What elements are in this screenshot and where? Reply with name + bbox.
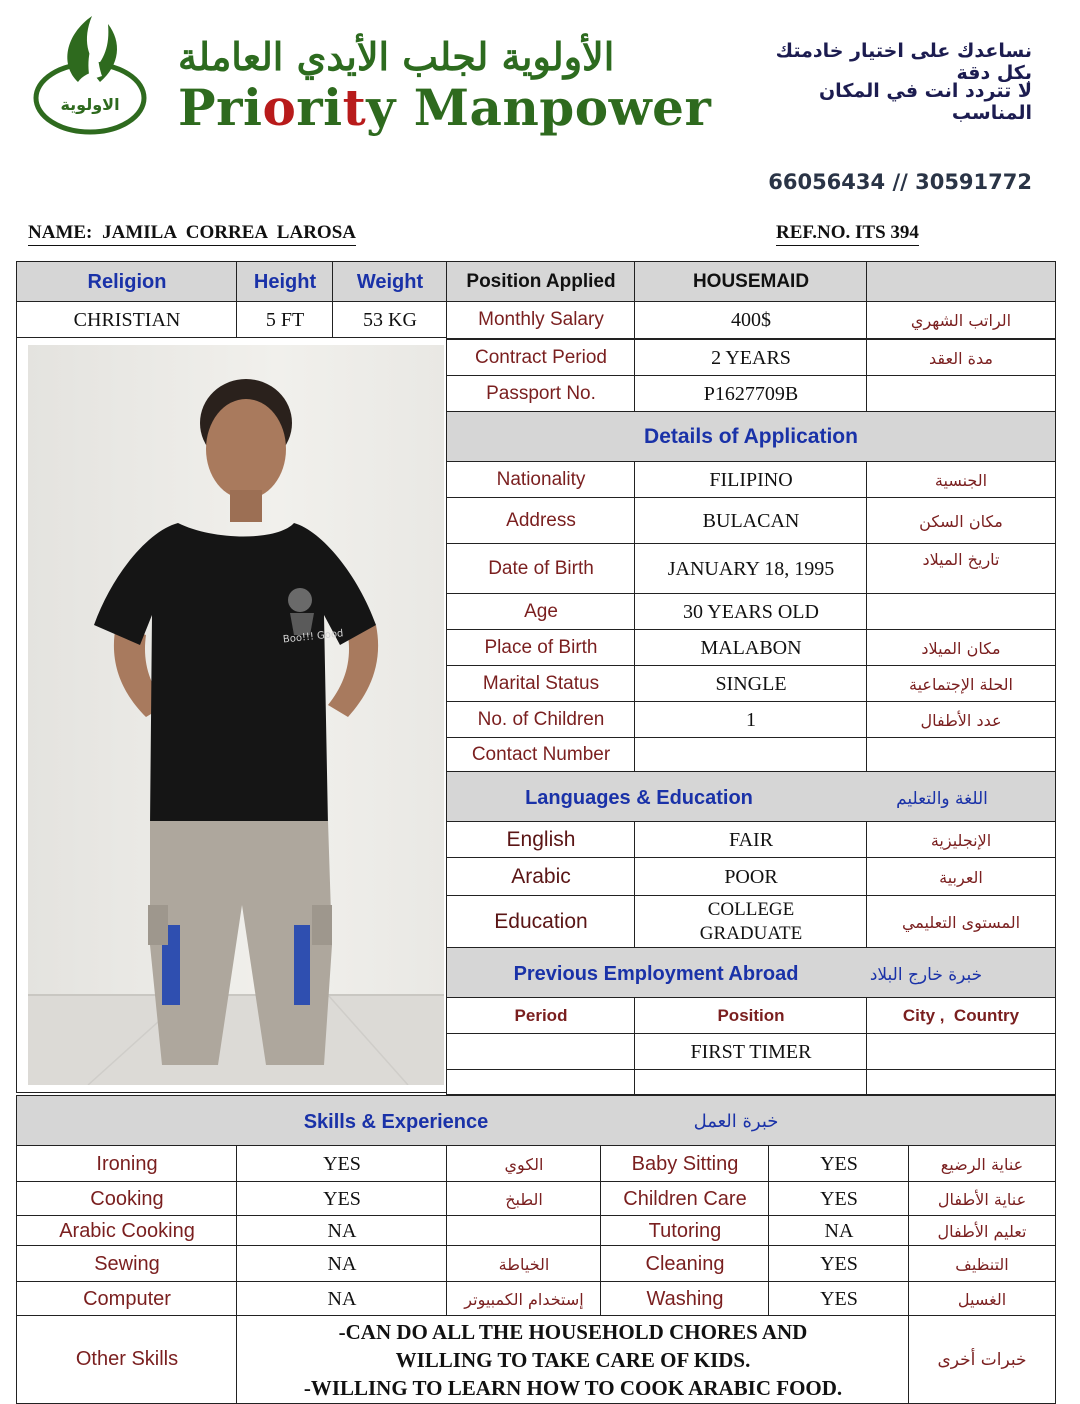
nationality-arabic: الجنسية	[866, 461, 1056, 499]
employment-position-header: Position	[634, 997, 868, 1035]
slogan-line-1: نساعدك على اختيار خادمتك بكل دقة	[775, 40, 1032, 84]
passport-arabic	[866, 375, 1056, 413]
arabic-value: POOR	[634, 857, 868, 897]
skill-computer-arabic: إستخدام الكمبيوتر	[446, 1281, 602, 1317]
arabic-label: Arabic	[446, 857, 636, 897]
brand-en-accent-o: o	[262, 78, 297, 137]
skills-section-header	[16, 1095, 1056, 1147]
position-applied-value: HOUSEMAID	[634, 261, 868, 303]
monthly-salary-label: Monthly Salary	[446, 301, 636, 339]
brand-en-part: ri	[296, 78, 343, 137]
brand-en-accent-t: t	[342, 78, 367, 137]
skill-cooking-value: YES	[236, 1181, 448, 1217]
skill-computer-value: NA	[236, 1281, 448, 1317]
weight-header: Weight	[332, 261, 448, 303]
passport-value: P1627709B	[634, 375, 868, 413]
contact-number-label: Contact Number	[446, 737, 636, 773]
employment-row-position: FIRST TIMER	[634, 1033, 868, 1071]
address-arabic: مكان السكن	[866, 497, 1056, 545]
other-skills-line: -WILLING TO LEARN HOW TO COOK ARABIC FOOD.	[303, 1375, 843, 1400]
skill-tutoring-label: Tutoring	[600, 1215, 770, 1247]
children-arabic: عدد الأطفال	[866, 701, 1056, 739]
applicant-photo-illustration	[28, 345, 444, 1085]
employment-period-header: Period	[446, 997, 636, 1035]
skills-section-title: Skills & Experience	[303, 1111, 489, 1133]
employment-section-title: Previous Employment Abroad	[513, 963, 799, 985]
skill-tutoring-arabic: تعليم الأطفال	[908, 1215, 1056, 1247]
slogan-line-2: لا تتردد انت في المكان المناسب	[818, 80, 1032, 124]
skill-sewing-arabic: الخياطة	[446, 1245, 602, 1283]
children-label: No. of Children	[446, 701, 636, 739]
phone-numbers: 66056434 // 30591772	[768, 170, 1032, 194]
place-of-birth-label: Place of Birth	[446, 629, 636, 667]
marital-status-label: Marital Status	[446, 665, 636, 703]
marital-status-arabic: الحلة الإجتماعية	[866, 665, 1056, 703]
skill-ironing-value: YES	[236, 1145, 448, 1183]
employment-section-title-arabic: خبرة خارج البلاد	[869, 965, 983, 985]
skill-children-care-value: YES	[768, 1181, 910, 1217]
logo-text: الاولوية	[60, 95, 120, 114]
skill-computer-label: Computer	[16, 1281, 238, 1317]
contract-period-value: 2 YEARS	[634, 339, 868, 377]
skill-baby-sitting-value: YES	[768, 1145, 910, 1183]
nationality-label: Nationality	[446, 461, 636, 499]
skill-cleaning-arabic: التنظيف	[908, 1245, 1056, 1283]
arabic-lang-arabic: العربية	[866, 857, 1056, 897]
applicant-photo	[28, 345, 444, 1085]
passport-label: Passport No.	[446, 375, 636, 413]
education-value: COLLEGE GRADUATE	[634, 895, 868, 949]
skill-baby-sitting-arabic: عناية الرضيع	[908, 1145, 1056, 1183]
skill-children-care-arabic: عناية الأطفال	[908, 1181, 1056, 1217]
other-skills-text	[236, 1315, 910, 1404]
education-label: Education	[446, 895, 636, 949]
age-value: 30 YEARS OLD	[634, 593, 868, 631]
skill-sewing-value: NA	[236, 1245, 448, 1283]
skill-ironing-label: Ironing	[16, 1145, 238, 1183]
height-value: 5 FT	[236, 301, 334, 339]
company-logo	[30, 10, 150, 140]
employment-row-position	[634, 1069, 868, 1095]
children-value: 1	[634, 701, 868, 739]
skill-cooking-arabic: الطبخ	[446, 1181, 602, 1217]
dob-arabic: تاريخ الميلاد	[866, 543, 1056, 595]
place-of-birth-arabic: مكان الميلاد	[866, 629, 1056, 667]
other-skills-line: -CAN DO ALL THE HOUSEHOLD CHORES AND	[338, 1319, 808, 1344]
reference-number: REF.NO. ITS 394	[776, 222, 919, 246]
contract-period-label: Contract Period	[446, 339, 636, 377]
monthly-salary-arabic: الراتب الشهري	[866, 301, 1056, 339]
place-of-birth-value: MALABON	[634, 629, 868, 667]
languages-section-title-arabic: اللغة والتعليم	[896, 789, 988, 809]
details-section-title: Details of Application	[446, 411, 1056, 463]
skill-washing-value: YES	[768, 1281, 910, 1317]
skill-arabic-cooking-label: Arabic Cooking	[16, 1215, 238, 1247]
brand-en-part: Pri	[178, 78, 263, 137]
skill-ironing-arabic: الكوي	[446, 1145, 602, 1183]
applicant-name: NAME: JAMILA CORREA LAROSA	[28, 222, 356, 246]
brand-en-part: y Manpower	[366, 78, 712, 137]
languages-section-title: Languages & Education	[525, 787, 753, 809]
height-header: Height	[236, 261, 334, 303]
position-arabic-cell	[866, 261, 1056, 303]
employment-row-period	[446, 1069, 636, 1095]
address-value: BULACAN	[634, 497, 868, 545]
skill-cleaning-value: YES	[768, 1245, 910, 1283]
skill-washing-label: Washing	[600, 1281, 770, 1317]
other-skills-label: Other Skills	[16, 1315, 238, 1404]
age-label: Age	[446, 593, 636, 631]
contract-period-arabic: مدة العقد	[866, 339, 1056, 377]
religion-header: Religion	[16, 261, 238, 303]
age-arabic	[866, 593, 1056, 631]
other-skills-line: WILLING TO TAKE CARE OF KIDS.	[395, 1347, 751, 1372]
dob-value: JANUARY 18, 1995	[634, 543, 868, 595]
education-arabic: المستوى التعليمي	[866, 895, 1056, 949]
brand-name-arabic: الأولوية لجلب الأيدي العاملة	[178, 34, 615, 79]
marital-status-value: SINGLE	[634, 665, 868, 703]
contact-number-arabic	[866, 737, 1056, 773]
application-form	[16, 261, 1056, 1404]
skill-children-care-label: Children Care	[600, 1181, 770, 1217]
employment-row-city	[866, 1033, 1056, 1071]
religion-value: CHRISTIAN	[16, 301, 238, 339]
employment-city-header: City , Country	[866, 997, 1056, 1035]
english-arabic: الإنجليزية	[866, 821, 1056, 859]
english-label: English	[446, 821, 636, 859]
english-value: FAIR	[634, 821, 868, 859]
contact-number-value	[634, 737, 868, 773]
skill-sewing-label: Sewing	[16, 1245, 238, 1283]
skill-arabic-cooking-arabic	[446, 1215, 602, 1247]
skills-section-title-arabic: خبرة العمل	[693, 1111, 779, 1132]
skill-arabic-cooking-value: NA	[236, 1215, 448, 1247]
employment-row-period	[446, 1033, 636, 1071]
shirt-text: Boo!!! Good	[282, 628, 344, 646]
address-label: Address	[446, 497, 636, 545]
skill-baby-sitting-label: Baby Sitting	[600, 1145, 770, 1183]
employment-row-city	[866, 1069, 1056, 1095]
skill-cooking-label: Cooking	[16, 1181, 238, 1217]
other-skills-arabic: خبرات أخرى	[908, 1315, 1056, 1404]
position-applied-label: Position Applied	[446, 261, 636, 303]
skill-tutoring-value: NA	[768, 1215, 910, 1247]
brand-name-english	[178, 78, 758, 137]
weight-value: 53 KG	[332, 301, 448, 339]
dob-label: Date of Birth	[446, 543, 636, 595]
monthly-salary-value: 400$	[634, 301, 868, 339]
skill-washing-arabic: الغسيل	[908, 1281, 1056, 1317]
skill-cleaning-label: Cleaning	[600, 1245, 770, 1283]
nationality-value: FILIPINO	[634, 461, 868, 499]
